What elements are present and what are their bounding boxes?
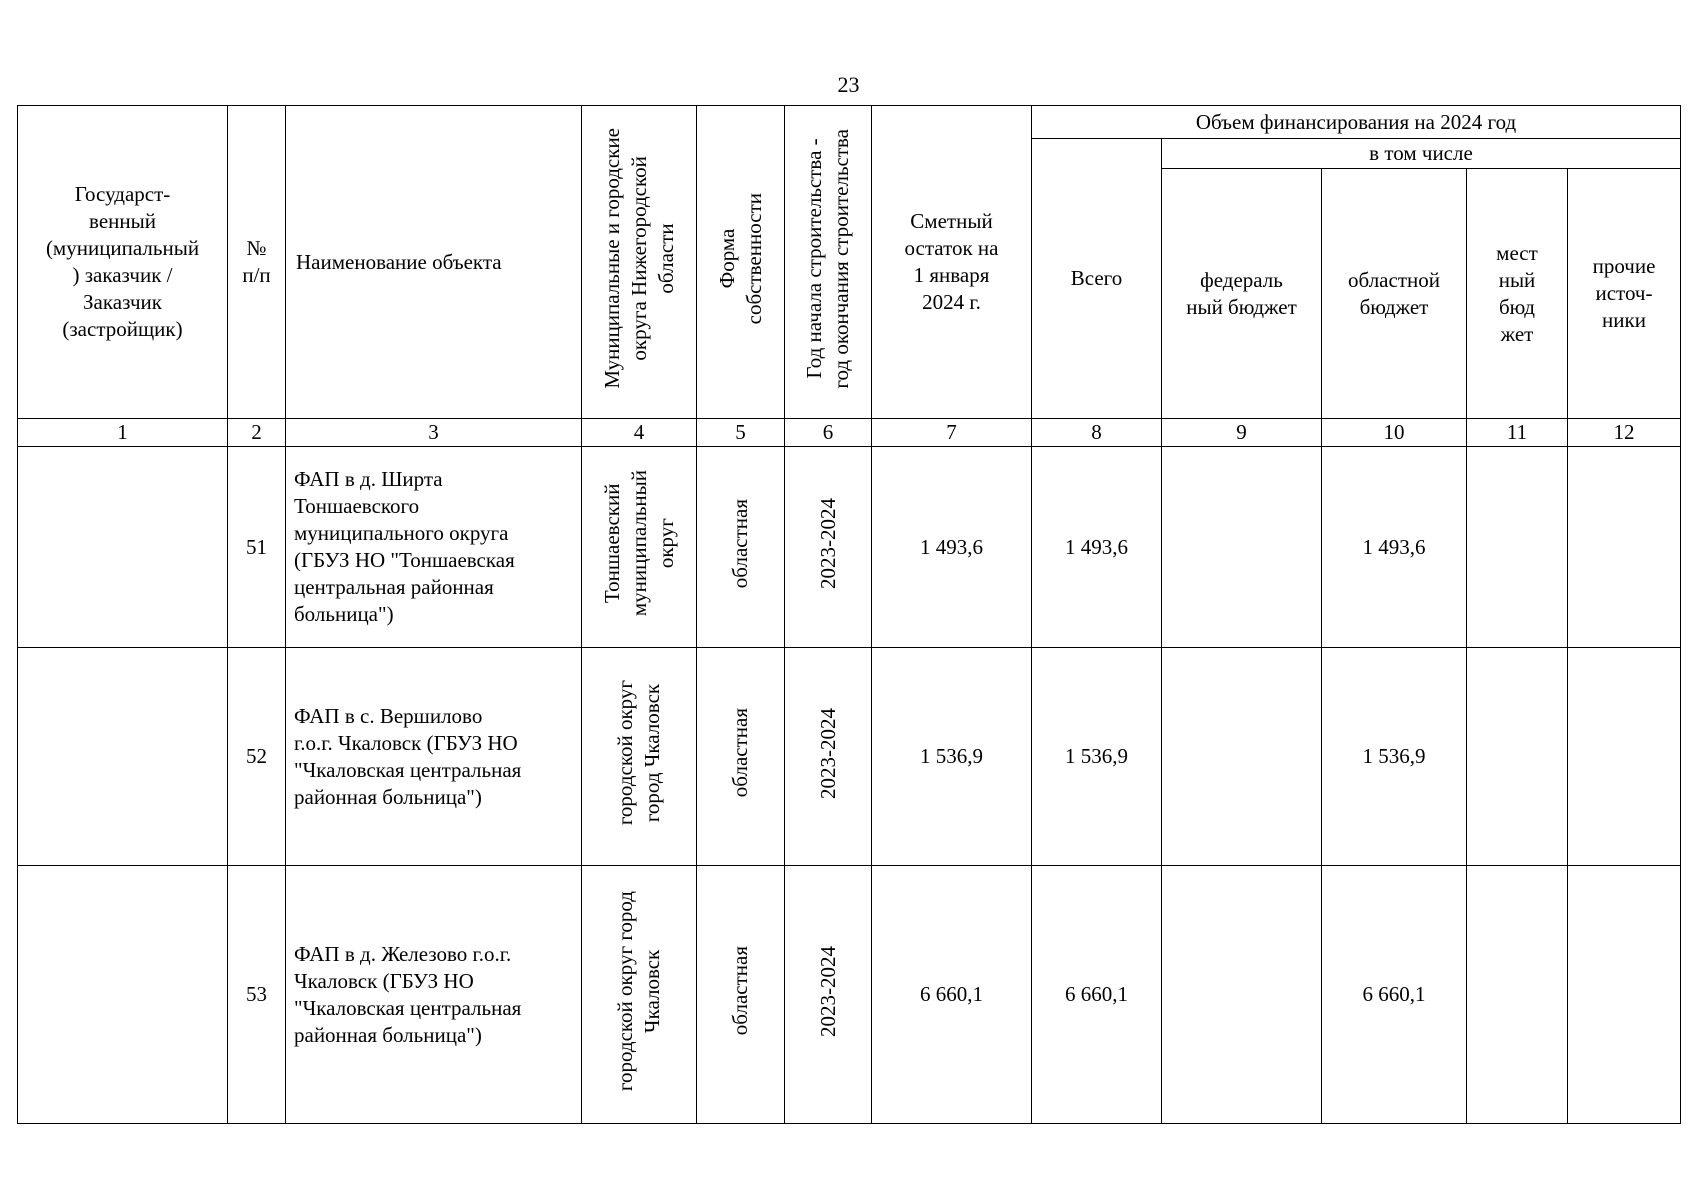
row-regional: 1 536,9 bbox=[1322, 648, 1467, 866]
row-regional: 1 493,6 bbox=[1322, 447, 1467, 648]
header-customer: Государст- венный (муниципальный ) заказчик / Заказчик (застройщик) bbox=[18, 106, 228, 419]
row-total: 6 660,1 bbox=[1032, 866, 1162, 1124]
header-years bbox=[785, 106, 872, 419]
column-number: 1 bbox=[18, 419, 228, 447]
header-local: мест ный бюд жет bbox=[1467, 169, 1568, 419]
row-years-text: 2023-2024 bbox=[815, 498, 840, 589]
header-district bbox=[582, 106, 697, 419]
table-row bbox=[18, 447, 1681, 648]
row-number: 52 bbox=[228, 648, 286, 866]
row-other bbox=[1568, 866, 1681, 1124]
row-district-text: городской округ город Чкаловск bbox=[613, 890, 664, 1092]
row-federal bbox=[1162, 866, 1322, 1124]
row-federal bbox=[1162, 648, 1322, 866]
header-federal: федераль ный бюджет bbox=[1162, 169, 1322, 419]
row-district bbox=[582, 866, 697, 1124]
header-total: Всего bbox=[1032, 139, 1162, 419]
row-regional: 6 660,1 bbox=[1322, 866, 1467, 1124]
header-object-name: Наименование объекта bbox=[286, 106, 582, 419]
row-object-name: ФАП в д. Ширта Тоншаевского муниципального округа (ГБУЗ НО "Тоншаевская центральная районная больница") bbox=[286, 447, 582, 648]
financing-table bbox=[17, 105, 1681, 1124]
column-numbers-row bbox=[18, 419, 1681, 447]
page-number: 23 bbox=[837, 72, 860, 97]
column-number: 10 bbox=[1322, 419, 1467, 447]
row-years bbox=[785, 447, 872, 648]
column-number: 6 bbox=[785, 419, 872, 447]
column-number: 5 bbox=[697, 419, 785, 447]
row-other bbox=[1568, 648, 1681, 866]
column-number: 7 bbox=[872, 419, 1032, 447]
header-other: прочие источ- ники bbox=[1568, 169, 1681, 419]
column-number: 9 bbox=[1162, 419, 1322, 447]
column-number: 2 bbox=[228, 419, 286, 447]
row-number: 53 bbox=[228, 866, 286, 1124]
header-number: № п/п bbox=[228, 106, 286, 419]
column-number: 11 bbox=[1467, 419, 1568, 447]
row-object-name: ФАП в с. Вершилово г.о.г. Чкаловск (ГБУЗ НО "Чкаловская центральная районная больница") bbox=[286, 648, 582, 866]
row-total: 1 536,9 bbox=[1032, 648, 1162, 866]
row-ownership-text: областная bbox=[728, 498, 752, 589]
header-estimate: Сметный остаток на 1 января 2024 г. bbox=[872, 106, 1032, 419]
header-financing-title: Объем финансирования на 2024 год bbox=[1032, 106, 1681, 139]
column-number: 3 bbox=[286, 419, 582, 447]
row-ownership-text: областная bbox=[728, 946, 752, 1036]
column-number: 12 bbox=[1568, 419, 1681, 447]
row-district bbox=[582, 648, 697, 866]
row-ownership-text: областная bbox=[728, 708, 752, 798]
header-district-text: Муниципальные и городские округа Нижегородской области bbox=[599, 128, 678, 389]
row-district-text: городской округ город Чкаловск bbox=[613, 680, 664, 826]
row-district bbox=[582, 447, 697, 648]
row-customer bbox=[18, 866, 228, 1124]
row-years bbox=[785, 648, 872, 866]
header-including: в том числе bbox=[1162, 139, 1681, 169]
row-object-name: ФАП в д. Железово г.о.г. Чкаловск (ГБУЗ НО "Чкаловская центральная районная больница") bbox=[286, 866, 582, 1124]
row-years-text: 2023-2024 bbox=[815, 707, 840, 799]
row-local bbox=[1467, 447, 1568, 648]
row-district-text: Тоншаевский муниципальный округ bbox=[599, 470, 678, 617]
row-federal bbox=[1162, 447, 1322, 648]
row-years bbox=[785, 866, 872, 1124]
row-ownership bbox=[697, 447, 785, 648]
row-number: 51 bbox=[228, 447, 286, 648]
column-number: 4 bbox=[582, 419, 697, 447]
table-row bbox=[18, 866, 1681, 1124]
header-ownership-text: Форма собственности bbox=[714, 192, 766, 325]
row-local bbox=[1467, 648, 1568, 866]
row-estimate: 1 493,6 bbox=[872, 447, 1032, 648]
header-ownership bbox=[697, 106, 785, 419]
row-local bbox=[1467, 866, 1568, 1124]
row-estimate: 1 536,9 bbox=[872, 648, 1032, 866]
row-ownership bbox=[697, 866, 785, 1124]
header-regional: областной бюджет bbox=[1322, 169, 1467, 419]
column-number: 8 bbox=[1032, 419, 1162, 447]
row-ownership bbox=[697, 648, 785, 866]
row-customer bbox=[18, 447, 228, 648]
row-total: 1 493,6 bbox=[1032, 447, 1162, 648]
row-customer bbox=[18, 648, 228, 866]
row-estimate: 6 660,1 bbox=[872, 866, 1032, 1124]
header-years-text: Год начала строительства - год окончания строительства bbox=[802, 128, 853, 389]
table-row bbox=[18, 648, 1681, 866]
row-years-text: 2023-2024 bbox=[815, 945, 840, 1037]
row-other bbox=[1568, 447, 1681, 648]
